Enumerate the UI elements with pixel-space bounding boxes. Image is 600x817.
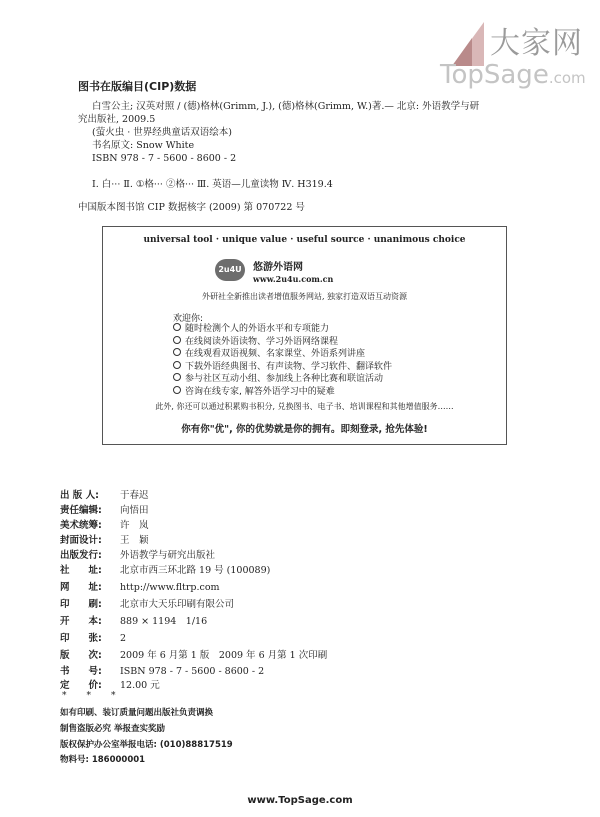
ad-call-to-action: 你有你"优", 你的优势就是你的拥有。即刻登录, 抢先体验! xyxy=(181,424,428,435)
list-item: 咨询在线专家, 解答外语学习中的疑难 xyxy=(173,386,392,399)
cip-line-4: 书名原文: Snow White xyxy=(92,140,195,151)
colophon-row: 社 址: 北京市西三环北路 19 号 (100089) xyxy=(60,565,271,576)
watermark-en-text: TopSage.com xyxy=(440,60,586,90)
cip-line-5: ISBN 978 - 7 - 5600 - 8600 - 2 xyxy=(92,153,237,164)
list-item: 随时检测个人的外语水平和专项能力 xyxy=(173,323,392,336)
site-name: 悠游外语网 xyxy=(253,262,303,273)
material-number: 物料号: 186000001 xyxy=(60,755,146,765)
ad-extra-text: 此外, 你还可以通过积累购书积分, 兑换图书、电子书、培训课程和其他增值服务…… xyxy=(155,402,454,411)
ad-slogan: 外研社全新推出读者增值服务网站, 独家打造双语互动资源 xyxy=(201,292,408,301)
colophon-row: 责任编辑: 向悟田 xyxy=(60,505,149,516)
ad-welcome: 欢迎你: xyxy=(173,314,204,324)
site-logo-icon: 2u4U xyxy=(215,259,245,281)
colophon-row: 美术统筹: 许 岚 xyxy=(60,520,149,531)
circle-bullet-icon xyxy=(173,336,181,344)
circle-bullet-icon xyxy=(173,348,181,356)
footer-url: www.TopSage.com xyxy=(247,795,353,806)
colophon-row: 出 版 人: 于春迟 xyxy=(60,490,149,501)
website-ad-box xyxy=(102,226,507,445)
cip-line-2: 究出版社, 2009.5 xyxy=(78,114,156,125)
list-item: 参与社区互动小组、参加线上各种比赛和联谊活动 xyxy=(173,373,392,386)
ad-tagline: universal tool · unique value · useful source · unanimous choice xyxy=(143,235,466,245)
hotline-note: 版权保护办公室举报电话: (010)88817519 xyxy=(60,740,233,750)
separator-stars: * * * xyxy=(62,691,116,701)
colophon-row: 出版发行: 外语教学与研究出版社 xyxy=(60,550,216,561)
cip-title: 图书在版编目(CIP)数据 xyxy=(78,80,197,93)
circle-bullet-icon xyxy=(173,361,181,369)
circle-bullet-icon xyxy=(173,386,181,394)
site-url: www.2u4u.com.cn xyxy=(253,274,334,284)
colophon-row: 印 刷: 北京市大天乐印刷有限公司 xyxy=(60,599,235,610)
circle-bullet-icon xyxy=(173,323,181,331)
piracy-note: 制售盗版必究 举报查实奖励 xyxy=(60,724,165,734)
list-item: 在线阅读外语读物、学习外语网络课程 xyxy=(173,336,392,349)
colophon-row: 印 张: 2 xyxy=(60,633,127,644)
watermark-cn-text: 大家网 xyxy=(490,26,583,61)
circle-bullet-icon xyxy=(173,373,181,381)
quality-note: 如有印刷、装订质量问题出版社负责调换 xyxy=(60,708,214,718)
ad-feature-list xyxy=(173,323,392,398)
cip-subjects: Ⅰ. 白··· Ⅱ. ①格··· ②格··· Ⅲ. 英语—儿童读物 Ⅳ. H319.4 xyxy=(92,179,333,190)
topsage-watermark xyxy=(440,18,588,90)
colophon-row: 封面设计: 王 颖 xyxy=(60,535,149,546)
colophon-row: 开 本: 889 × 1194 1/16 xyxy=(60,616,208,627)
colophon-row: 网 址: http://www.fltrp.com xyxy=(60,582,220,593)
cip-line-1: 白雪公主; 汉英对照 / (德)格林(Grimm, J.), (德)格林(Grimm, W.)著.— 北京: 外语教学与研 xyxy=(92,101,480,112)
colophon-row: 版 次: 2009 年 6 月第 1 版 2009 年 6 月第 1 次印刷 xyxy=(60,650,328,661)
colophon-row: 定 价: 12.00 元 xyxy=(60,680,160,691)
colophon-row: 书 号: ISBN 978 - 7 - 5600 - 8600 - 2 xyxy=(60,666,265,677)
cip-library-number: 中国版本图书馆 CIP 数据核字 (2009) 第 070722 号 xyxy=(78,202,305,213)
list-item: 下载外语经典图书、有声读物、学习软件、翻译软件 xyxy=(173,361,392,374)
cip-line-3: (萤火虫 · 世界经典童话双语绘本) xyxy=(92,127,232,138)
list-item: 在线观看双语视频、名家课堂、外语系列讲座 xyxy=(173,348,392,361)
